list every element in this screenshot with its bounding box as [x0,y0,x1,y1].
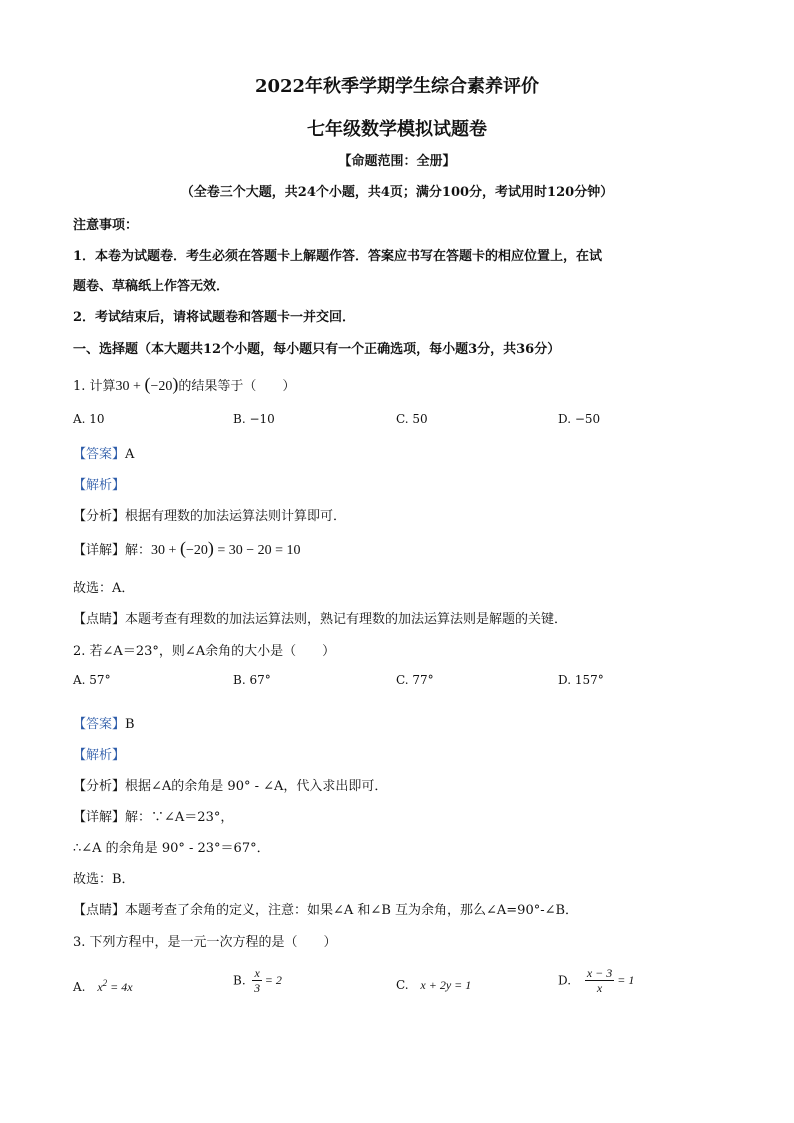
q1-option-c: C. 50 [396,412,428,426]
q3-option-a-base: x [97,980,103,994]
q1-option-d: D. −50 [558,412,601,426]
q1-comment-text: 本题考查有理数的加法运算法则，熟记有理数的加法运算法则是解题的关键． [125,612,568,627]
exam-title: 2022年秋季学期学生综合素养评价 [254,76,540,97]
q2-choose: 故选：B． [73,872,135,887]
q1-answer-value: A [125,447,135,462]
q3-option-a-label: A. [73,980,86,994]
q3-option-c-expr: x + 2y = 1 [420,978,472,992]
q3-option-d-rest: = 1 [617,973,635,987]
q2-option-b: B. 67° [233,673,271,687]
q3-option-a [73,978,133,995]
exam-subtitle: 七年级数学模拟试题卷 [307,119,487,140]
q3-option-d-fraction [585,966,614,995]
q3-option-a-sup: 2 [102,978,108,988]
q2-option-c: C. 77° [396,673,434,687]
q3-option-d-num: x − 3 [586,966,613,980]
q2-stem: 2. 若∠A＝23°，则∠A余角的大小是（ ） [73,644,336,659]
q1-detail-b: −20 [185,543,208,558]
q1-expression: 30 + (−20) [115,374,179,394]
q2-fenxi [73,775,387,794]
q1-detail-tag: 【详解】 [73,543,126,558]
q1-stem [73,374,295,395]
q3-option-b-rest: = 2 [264,973,282,987]
q1-prefix: 1. 计算 [73,379,116,394]
q2-answer-value: B [125,717,135,732]
q1-detail-prefix: 解： [125,543,152,558]
q2-answer [73,713,135,732]
notes-heading: 注意事项： [73,218,139,233]
q1-analysis-tag: 【解析】 [73,478,126,493]
q1-expr-b: −20 [150,379,173,394]
q1-fenxi [73,505,346,524]
q1-answer [73,443,134,462]
q1-detail-a: 30 + [151,543,180,558]
q3-option-c-label: C. [396,978,409,992]
q1-answer-tag: 【答案】 [73,447,126,462]
q3-option-d [558,966,634,995]
q1-suffix: 的结果等于（ ） [178,379,296,394]
q2-option-a: A. 57° [73,673,111,687]
q2-detail [73,806,233,825]
q2-comment-text: 本题考查了余角的定义，注意：如果∠A 和∠B 互为余角，那么∠A=90°-∠B． [125,903,579,918]
q1-option-a: A. 10 [73,412,105,426]
q2-detail-tag: 【详解】 [73,810,126,825]
q3-stem: 3. 下列方程中，是一元一次方程的是（ ） [73,935,337,950]
note-1-line-1: 1．本卷为试题卷．考生必须在答题卡上解题作答．答案应书写在答题卡的相应位置上，在试 [73,249,603,264]
q2-fenxi-tag: 【分析】 [73,779,126,794]
q3-option-b-den: 3 [254,981,261,995]
q3-option-d-den: x [596,981,603,995]
q2-detail-line-1: 解：∵∠A＝23°， [125,810,234,825]
q1-option-b: B. −10 [233,412,275,426]
q1-detail-expression: 30 + (−20) = 30 − 20 = 10 [151,538,301,558]
q3-option-b-fraction [252,966,261,995]
q2-comment [73,899,578,918]
q2-analysis-tag: 【解析】 [73,748,126,763]
q1-detail-c: = 30 − 20 = 10 [213,543,301,558]
q2-comment-tag: 【点睛】 [73,903,126,918]
q1-detail [73,538,301,559]
section-1-heading: 一、选择题（本大题共12个小题，每小题只有一个正确选项，每小题3分，共36分） [73,342,561,357]
note-1-line-2: 题卷、草稿纸上作答无效． [73,279,230,294]
q3-option-b-label: B. [233,973,246,988]
q1-expr-a: 30 + [115,379,145,394]
q2-detail-line-2: ∴∠A 的余角是 90° - 23°＝67°． [73,841,270,856]
exam-info: （全卷三个大题，共24个小题，共4页；满分100分，考试用时120分钟） [180,185,614,200]
q1-comment [73,608,567,627]
q2-option-d: D. 157° [558,673,604,687]
q1-fenxi-tag: 【分析】 [73,509,126,524]
q2-answer-tag: 【答案】 [73,717,126,732]
note-2: 2．考试结束后，请将试题卷和答题卡一并交回． [73,310,356,325]
q1-comment-tag: 【点睛】 [73,612,126,627]
q2-fenxi-text: 根据∠A的余角是 90° - ∠A，代入求出即可． [125,779,388,794]
q3-option-a-rest: = 4x [107,980,133,994]
q3-option-b-num: x [254,966,260,980]
q3-option-c [396,978,471,993]
q1-choose: 故选：A． [73,581,135,596]
exam-scope: 【命题范围：全册】 [338,154,456,169]
q1-fenxi-text: 根据有理数的加法运算法则计算即可． [125,509,347,524]
q3-option-b [233,966,282,995]
q3-option-d-label: D. [558,973,572,988]
